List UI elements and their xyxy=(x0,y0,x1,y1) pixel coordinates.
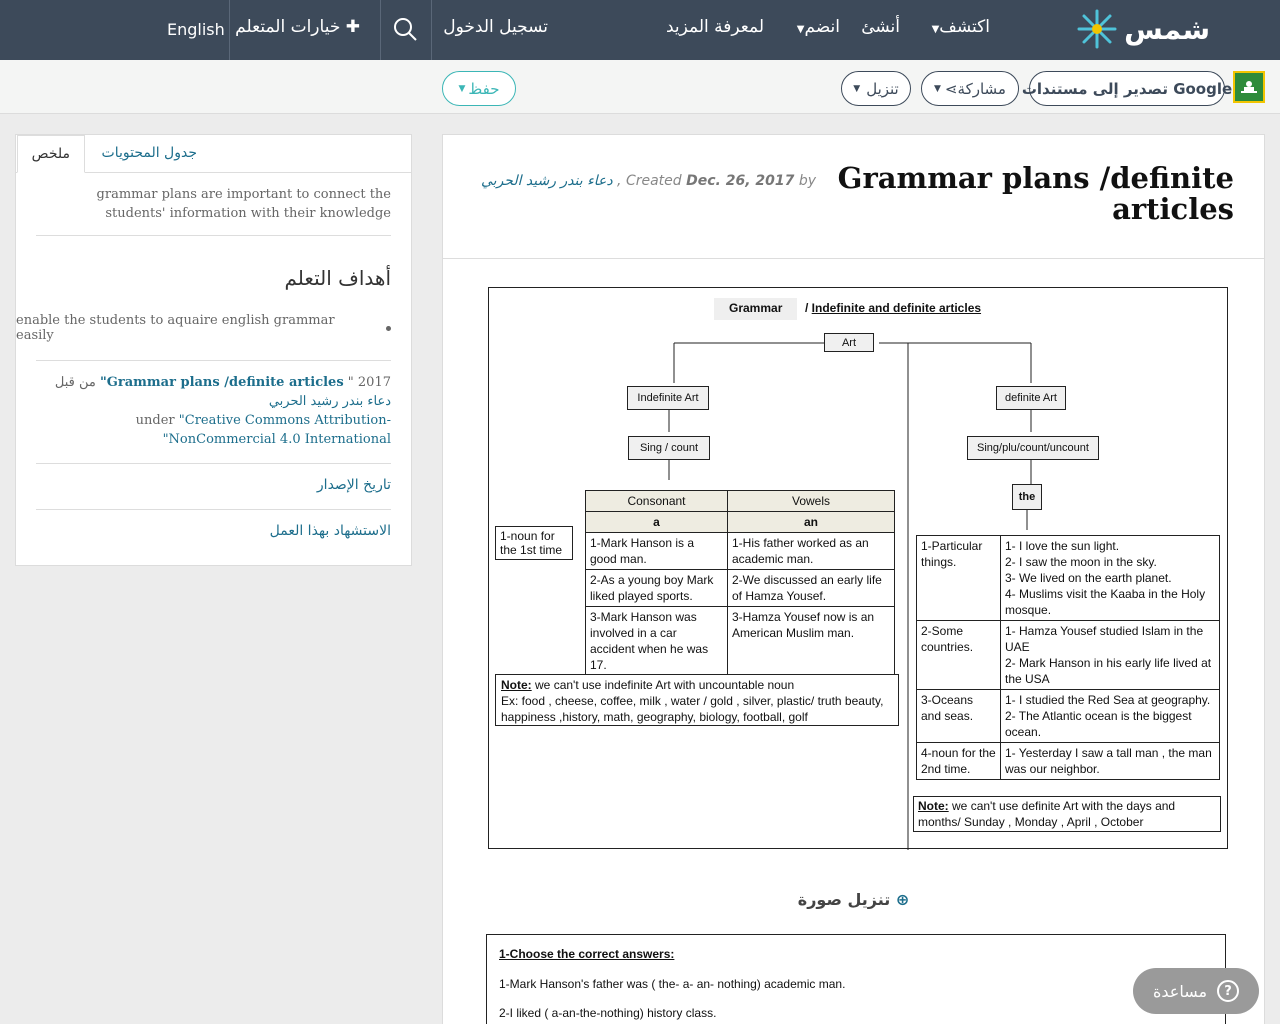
indefinite-table xyxy=(585,490,895,676)
summary-text: grammar plans are important to connect the students' information with their knowledge xyxy=(96,187,391,221)
def-item: 3- We lived on the earth planet. xyxy=(1005,571,1172,585)
nav-divider xyxy=(431,0,432,60)
def-item: 1- I studied the Red Sea at geography. xyxy=(1005,693,1211,707)
save-button[interactable]: ▼ حفظ xyxy=(442,71,516,106)
download-button[interactable]: ▼ تنزيل xyxy=(841,71,911,106)
worksheet-header-a: Grammar xyxy=(714,298,797,320)
table-cell: 3-Hamza Yousef now is an American Muslim man. xyxy=(728,607,895,676)
exercise-heading: 1-Choose the correct answers: xyxy=(499,947,675,961)
byline-date: Dec. 26, 2017 xyxy=(686,173,795,189)
nav-learn-more[interactable]: لمعرفة المزيد xyxy=(666,17,764,37)
plus-icon: ✚ xyxy=(340,17,360,37)
byline-author[interactable]: دعاء بندر رشيد الحربي xyxy=(481,173,613,189)
tab-summary[interactable]: ملخص xyxy=(17,135,85,173)
def-item: 1- Hamza Yousef studied Islam in the UAE xyxy=(1005,624,1204,654)
sun-logo-icon xyxy=(1076,8,1118,50)
def-items xyxy=(1001,621,1220,690)
note-definite xyxy=(913,796,1221,832)
table-cell: 1-His father worked as an academic man. xyxy=(728,533,895,570)
noun-first-time: 1-noun for the 1st time xyxy=(495,526,573,560)
exercise-question: 1-Mark Hanson's father was ( the- a- an- nothing) academic man. xyxy=(499,977,846,991)
exercise-question: 2-I liked ( a-an-the-nothing) history class. xyxy=(499,1006,717,1020)
sidebar-panel xyxy=(15,134,412,566)
table-cell: 2-As a young boy Mark liked played sports. xyxy=(586,570,728,607)
table-cell: 1-Mark Hanson is a good man. xyxy=(586,533,728,570)
note-label: Note: xyxy=(501,678,532,692)
chevron-down-icon: ▼ xyxy=(931,24,940,35)
download-image-label: تنزيل صورة xyxy=(797,890,891,909)
worksheet-image xyxy=(488,287,1228,849)
logo-text: شمس xyxy=(1124,12,1210,46)
login-link[interactable]: تسجيل الدخول xyxy=(443,17,548,37)
def-label: 4-noun for the 2nd time. xyxy=(917,743,1001,780)
node-definite: definite Art xyxy=(996,386,1066,410)
cite-under: under xyxy=(135,413,175,428)
note-example: Ex: food , cheese, coffee, milk , water / gold , silver, plastic/ truth beauty, happiness ,history, math, geography, biology, football, golf xyxy=(501,694,884,724)
google-classroom-icon[interactable] xyxy=(1233,71,1265,103)
table-cell: 3-Mark Hanson was involved in a car accident when he was 17. xyxy=(586,607,728,676)
worksheet-image-2 xyxy=(486,934,1226,1024)
divider xyxy=(36,509,391,510)
def-label: 2-Some countries. xyxy=(917,621,1001,690)
note-label: Note: xyxy=(918,799,949,813)
worksheet-header-b: / Indefinite and definite articles xyxy=(805,301,982,315)
question-icon: ? xyxy=(1217,980,1239,1002)
node-sing-plu: Sing/plu/count/uncount xyxy=(967,436,1099,460)
node-the: the xyxy=(1012,484,1042,510)
share-button[interactable]: ▼ ⋖ مشاركة xyxy=(921,71,1019,106)
cite-work-link[interactable]: الاستشهاد بهذا العمل xyxy=(269,523,391,539)
learner-options-menu[interactable]: ✚ خيارات المتعلم xyxy=(235,17,360,37)
bullet-icon xyxy=(386,326,391,331)
byline: دعاء بندر رشيد الحربي , Created Dec. 26, 2017 by xyxy=(481,173,816,189)
citation xyxy=(31,373,391,449)
site-logo[interactable] xyxy=(1076,8,1210,50)
cite-by: من قبل xyxy=(54,375,96,390)
chevron-down-icon: ▼ xyxy=(796,24,805,35)
note-indefinite xyxy=(495,674,899,726)
note-text: we can't use indefinite Art with uncountable noun xyxy=(535,678,795,692)
nav-explore[interactable]: اكتشف▼ xyxy=(931,17,990,37)
cite-author-link[interactable]: دعاء بندر رشيد الحربي xyxy=(268,394,391,409)
cite-title-link[interactable]: Grammar plans /definite articles" xyxy=(100,375,344,390)
nav-join[interactable]: انضم▼ xyxy=(796,17,840,37)
definite-table xyxy=(916,535,1220,780)
chevron-down-icon: ▼ xyxy=(458,83,466,94)
col-an: an xyxy=(728,512,895,533)
download-image-link[interactable] xyxy=(443,890,1264,909)
chevron-down-icon: ▼ xyxy=(853,83,861,94)
node-sing-count: Sing / count xyxy=(628,436,710,460)
tab-contents[interactable]: جدول المحتويات xyxy=(101,145,197,161)
divider xyxy=(36,235,391,236)
resource-toolbar xyxy=(0,60,1280,114)
def-items xyxy=(1001,690,1220,743)
def-items xyxy=(1001,743,1220,780)
def-item: 2- Mark Hanson in his early life lived at the USA xyxy=(1005,656,1212,686)
share-icon: ⋖ xyxy=(944,79,958,98)
export-google-docs-button[interactable]: تصدير إلى مستندات Google xyxy=(1029,71,1225,106)
sidebar-tabs xyxy=(16,135,411,173)
node-indefinite: Indefinite Art xyxy=(627,386,709,410)
help-label: مساعدة xyxy=(1152,981,1208,1001)
nav-divider xyxy=(380,0,381,60)
chevron-down-icon: ▼ xyxy=(934,83,941,94)
top-navigation xyxy=(0,0,1280,60)
search-icon[interactable] xyxy=(392,16,418,42)
col-vowels: Vowels xyxy=(728,491,895,512)
page-title: Grammar plans /definite articles xyxy=(837,161,1234,226)
note-text: we can't use definite Art with the days and months/ Sunday , Monday , April , October xyxy=(918,799,1176,829)
cite-year: 2017 " xyxy=(347,375,391,390)
divider xyxy=(36,360,391,361)
download-circle-icon: ⊕ xyxy=(895,890,910,909)
col-a: a xyxy=(586,512,728,533)
nav-create[interactable]: أنشئ xyxy=(861,17,900,37)
goal-item xyxy=(16,313,391,343)
def-label: 1-Particular things. xyxy=(917,536,1001,621)
def-item: 2- I saw the moon in the sky. xyxy=(1005,555,1157,569)
byline-by: by xyxy=(798,173,816,189)
language-switch[interactable]: English xyxy=(167,20,225,39)
divider xyxy=(36,463,391,464)
cite-license-link[interactable]: "Creative Commons Attribution-NonCommercial 4.0 International" xyxy=(162,413,391,447)
help-button[interactable] xyxy=(1133,968,1259,1014)
divider xyxy=(443,258,1264,259)
def-item: 2- The Atlantic ocean is the biggest ocean. xyxy=(1005,709,1192,739)
goal-text: enable the students to aquaire english grammar easily xyxy=(16,313,335,343)
goals-heading: أهداف التعلم xyxy=(284,266,391,290)
nav-divider xyxy=(229,0,230,60)
resource-main xyxy=(442,134,1265,1024)
def-item: 1- Yesterday I saw a tall man , the man was our neighbor. xyxy=(1005,746,1212,776)
node-art: Art xyxy=(824,333,874,352)
release-date-link[interactable]: تاريخ الإصدار xyxy=(316,477,391,493)
col-consonant: Consonant xyxy=(586,491,728,512)
def-items xyxy=(1001,536,1220,621)
def-item: 1- I love the sun light. xyxy=(1005,539,1120,553)
byline-created-label: Created xyxy=(625,173,682,189)
table-cell: 2-We discussed an early life of Hamza Yousef. xyxy=(728,570,895,607)
def-label: 3-Oceans and seas. xyxy=(917,690,1001,743)
def-item: 4- Muslims visit the Kaaba in the Holy mosque. xyxy=(1005,587,1206,617)
